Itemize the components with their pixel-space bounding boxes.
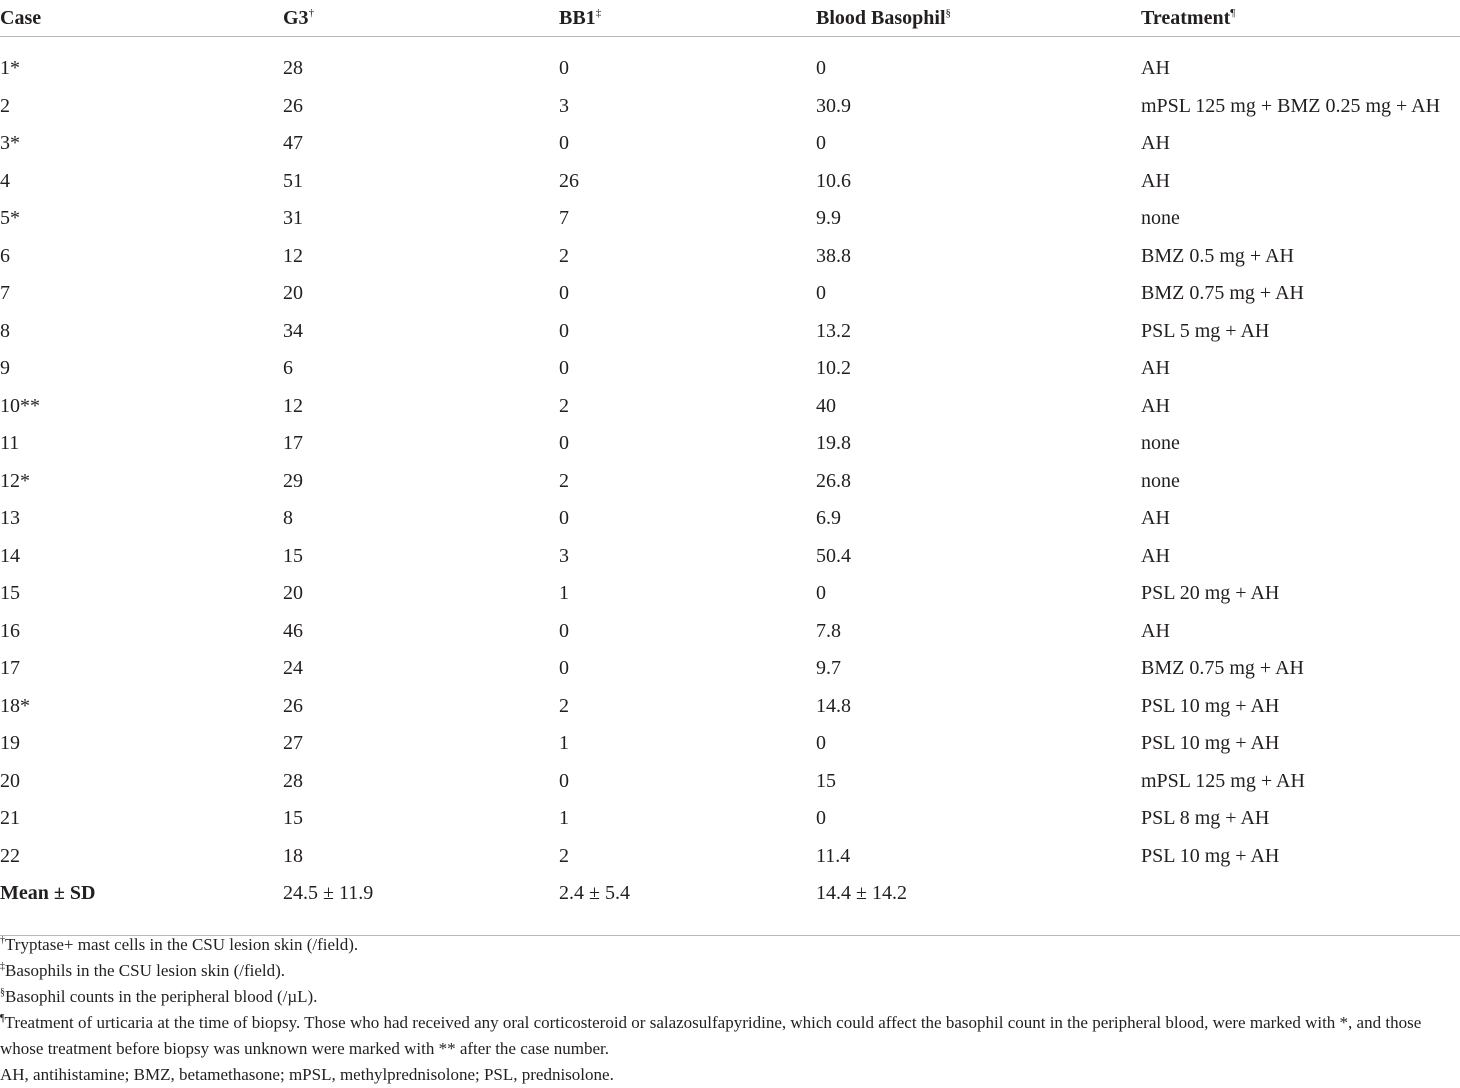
table-cell: 18 <box>283 844 303 867</box>
table-cell: 34 <box>283 319 303 342</box>
footnote <box>0 1010 1460 1062</box>
table-row <box>0 125 1460 163</box>
table-cell: 0 <box>559 319 569 342</box>
table-cell: PSL 10 mg + AH <box>1141 694 1280 717</box>
table-cell: mPSL 125 mg + AH <box>1141 769 1305 792</box>
table-cell: 7 <box>0 282 10 305</box>
table-cell: 0 <box>816 807 826 830</box>
table-cell: AH <box>1141 544 1170 567</box>
table-cell: 0 <box>816 282 826 305</box>
table-cell: 47 <box>283 132 303 155</box>
column-header-label: Case <box>0 6 42 29</box>
table-cell: 9.9 <box>816 207 841 230</box>
footnote-text: Basophils in the CSU lesion skin (/field). <box>5 961 286 980</box>
table-cell: 28 <box>283 57 303 80</box>
table-row <box>0 238 1460 276</box>
summary-label: Mean ± SD <box>0 882 96 905</box>
table-cell: 16 <box>0 619 20 642</box>
table-cell: 26 <box>283 694 303 717</box>
table-cell: 20 <box>283 282 303 305</box>
table-cell: 29 <box>283 469 303 492</box>
table-row <box>0 538 1460 576</box>
table-cell: 2 <box>559 694 569 717</box>
table-cell: 27 <box>283 732 303 755</box>
table-cell: 17 <box>283 432 303 455</box>
table-cell: 12* <box>0 469 30 492</box>
table-cell: 1 <box>559 732 569 755</box>
table-cell: 13.2 <box>816 319 851 342</box>
table-row <box>0 463 1460 501</box>
table-cell: PSL 10 mg + AH <box>1141 732 1280 755</box>
table-cell: 2 <box>559 844 569 867</box>
column-header-label: G3 <box>283 6 309 29</box>
table-cell: 40 <box>816 394 836 417</box>
table-cell: 11 <box>0 432 20 455</box>
footnote-text: Tryptase+ mast cells in the CSU lesion skin (/field). <box>5 935 359 954</box>
table-cell: PSL 8 mg + AH <box>1141 807 1270 830</box>
table-cell: 0 <box>559 619 569 642</box>
table-cell: 1 <box>559 807 569 830</box>
table-cell: 14.8 <box>816 694 851 717</box>
footnote-marker: † <box>0 935 5 946</box>
footnote-marker: ¶ <box>1230 6 1236 19</box>
table-cell: 0 <box>816 732 826 755</box>
table-row <box>0 425 1460 463</box>
table-cell: 24 <box>283 657 303 680</box>
table-cell: AH <box>1141 619 1170 642</box>
table-cell: AH <box>1141 394 1170 417</box>
column-header <box>0 0 283 37</box>
column-header-label: Blood Basophil <box>816 6 946 29</box>
footnote-marker: § <box>0 987 5 998</box>
table-cell: 21 <box>0 807 20 830</box>
table-cell: 0 <box>559 132 569 155</box>
table-row <box>0 163 1460 201</box>
table-cell: none <box>1141 469 1180 492</box>
table-cell: PSL 5 mg + AH <box>1141 319 1270 342</box>
table-cell: 0 <box>559 57 569 80</box>
table-cell: 22 <box>0 844 20 867</box>
table-cell: 2 <box>559 469 569 492</box>
table-row <box>0 650 1460 688</box>
footnote-marker: † <box>308 6 315 19</box>
table-cell: 9 <box>0 357 10 380</box>
table-cell: 26 <box>559 169 579 192</box>
table-cell: 0 <box>559 432 569 455</box>
table-cell: 3 <box>559 544 569 567</box>
column-header-label: Treatment <box>1141 6 1231 29</box>
table-row <box>0 763 1460 801</box>
table-cell: PSL 20 mg + AH <box>1141 582 1280 605</box>
table-cell: AH <box>1141 132 1170 155</box>
table-cell: 0 <box>816 582 826 605</box>
table-cell: AH <box>1141 357 1170 380</box>
table-cell: 7.8 <box>816 619 841 642</box>
table-cell: 0 <box>559 769 569 792</box>
table-cell: 11.4 <box>816 844 851 867</box>
table-cell: 8 <box>0 319 10 342</box>
table-cell: AH <box>1141 169 1170 192</box>
table-cell: 6 <box>283 357 293 380</box>
footnote-marker: § <box>945 6 952 19</box>
table-cell: 17 <box>0 657 20 680</box>
table-cell: 1 <box>559 582 569 605</box>
column-header-label: BB1 <box>559 6 596 29</box>
summary-row <box>0 875 1460 913</box>
column-header <box>559 0 816 37</box>
table-cell: 5* <box>0 207 20 230</box>
table-cell: 0 <box>816 132 826 155</box>
table-cell: 1* <box>0 57 20 80</box>
table-cell: none <box>1141 207 1180 230</box>
table-cell: 10** <box>0 394 40 417</box>
table-body <box>0 37 1460 936</box>
table-cell: 15 <box>816 769 836 792</box>
table-cell: 15 <box>283 807 303 830</box>
table-cell: 0 <box>816 57 826 80</box>
table-cell: 14 <box>0 544 20 567</box>
table-cell: 19 <box>0 732 20 755</box>
table-row <box>0 313 1460 351</box>
table-cell: 0 <box>559 357 569 380</box>
table-cell: 2 <box>559 394 569 417</box>
table-cell: 6 <box>0 244 10 267</box>
table-footnotes <box>0 932 1460 1088</box>
table-cell: 50.4 <box>816 544 851 567</box>
table-cell: 31 <box>283 207 303 230</box>
footnote-marker: ‡ <box>595 6 602 19</box>
table-cell: 0 <box>559 507 569 530</box>
table-cell: mPSL 125 mg + BMZ 0.25 mg + AH <box>1141 94 1441 117</box>
table-cell: 13 <box>0 507 20 530</box>
footnote <box>0 958 1460 984</box>
table-cell: 9.7 <box>816 657 841 680</box>
table-row <box>0 613 1460 651</box>
table-header <box>0 0 1460 37</box>
table-cell: 20 <box>283 582 303 605</box>
table-cell: 7 <box>559 207 569 230</box>
table-row <box>0 388 1460 426</box>
table-cell: 19.8 <box>816 432 851 455</box>
summary-cell: 2.4 ± 5.4 <box>559 882 630 905</box>
table-row <box>0 500 1460 538</box>
table-cell: 20 <box>0 769 20 792</box>
table-cell: 26 <box>283 94 303 117</box>
summary-cell: 14.4 ± 14.2 <box>816 882 907 905</box>
table-cell: AH <box>1141 57 1170 80</box>
table-cell: 26.8 <box>816 469 851 492</box>
table-cell: 28 <box>283 769 303 792</box>
footnote <box>0 984 1460 1010</box>
table-cell: 6.9 <box>816 507 841 530</box>
table-row <box>0 275 1460 313</box>
table-cell: 3* <box>0 132 20 155</box>
table-cell: 0 <box>559 282 569 305</box>
footnote <box>0 1062 1460 1088</box>
summary-cell: 24.5 ± 11.9 <box>283 882 374 905</box>
table-row <box>0 800 1460 838</box>
table-row <box>0 200 1460 238</box>
table-cell: 10.2 <box>816 357 851 380</box>
table-cell: 15 <box>283 544 303 567</box>
column-header <box>283 0 559 37</box>
table-row <box>0 575 1460 613</box>
header-row <box>0 0 1460 37</box>
table-cell: BMZ 0.75 mg + AH <box>1141 282 1304 305</box>
table-row <box>0 37 1460 88</box>
table-cell: AH <box>1141 507 1170 530</box>
table-cell: 30.9 <box>816 94 851 117</box>
table-cell: 12 <box>283 244 303 267</box>
table-row <box>0 350 1460 388</box>
table-cell: BMZ 0.75 mg + AH <box>1141 657 1304 680</box>
footnote-marker: ‡ <box>0 961 5 972</box>
table-cell: PSL 10 mg + AH <box>1141 844 1280 867</box>
table-cell: 2 <box>0 94 10 117</box>
table-cell: 2 <box>559 244 569 267</box>
table-cell: BMZ 0.5 mg + AH <box>1141 244 1294 267</box>
table-row <box>0 688 1460 726</box>
table-cell: 0 <box>559 657 569 680</box>
footnote <box>0 932 1460 958</box>
table-cell: 4 <box>0 169 10 192</box>
table-cell: 8 <box>283 507 293 530</box>
table-cell: 15 <box>0 582 20 605</box>
column-header <box>1141 0 1460 37</box>
footnote-text: AH, antihistamine; BMZ, betamethasone; mPSL, methylprednisolone; PSL, prednisolone. <box>0 1065 614 1084</box>
table-cell: 51 <box>283 169 303 192</box>
table-cell: none <box>1141 432 1180 455</box>
footnote-text: Treatment of urticaria at the time of biopsy. Those who had received any oral corticosteroid or salazosulfapyridine, which could affect the basophil count in the peripheral blood, were marked with *, and those whose treatment before biopsy was unknown were marked with ** after the case number. <box>0 1013 1422 1058</box>
table-row <box>0 725 1460 763</box>
table-row <box>0 838 1460 876</box>
table-cell: 3 <box>559 94 569 117</box>
footnote-text: Basophil counts in the peripheral blood (/µL). <box>5 987 318 1006</box>
table-cell: 12 <box>283 394 303 417</box>
table-cell: 38.8 <box>816 244 851 267</box>
table-cell: 18* <box>0 694 30 717</box>
summary-cell <box>1141 875 1460 913</box>
table-cell: 46 <box>283 619 303 642</box>
column-header <box>816 0 1141 37</box>
footnote-marker: ¶ <box>0 1013 5 1024</box>
table-cell: 10.6 <box>816 169 851 192</box>
table-row <box>0 88 1460 126</box>
